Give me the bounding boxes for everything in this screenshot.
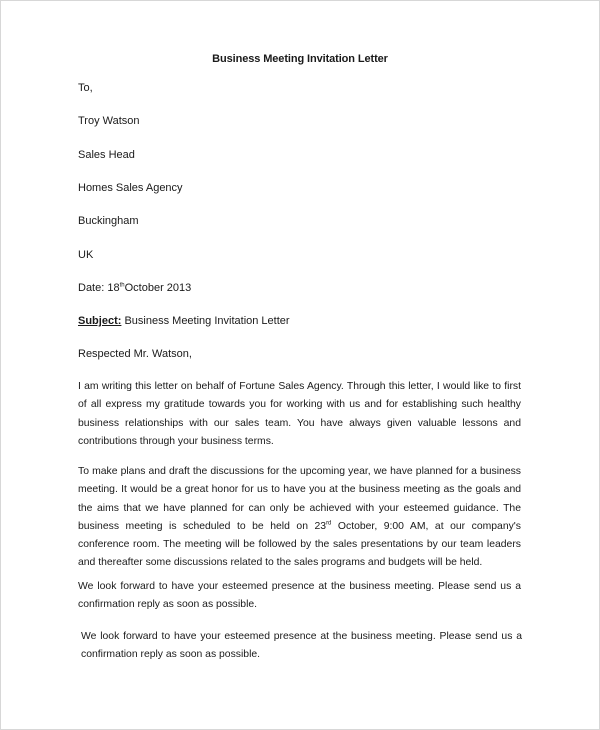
paragraph-2-ordinal: rd [326,520,332,527]
paragraph-1: I am writing this letter on behalf of Fortune Sales Agency. Through this letter, I would like to first of all express my gratitude towards you for working with us and for establishing such healthy business relationships with our sales team. You have always given valuable lessons and contributions through your business terms. [78,381,521,447]
to-label: To, [78,82,93,94]
date-ordinal: th [119,282,125,289]
paragraph-4: We look forward to have your esteemed presence at the business meeting. Please send us a confirmation reply as soon as possible. [81,631,522,661]
recipient-country: UK [78,249,94,261]
letter-title: Business Meeting Invitation Letter [212,53,388,65]
recipient-title: Sales Head [78,149,135,161]
recipient-city: Buckingham [78,215,139,227]
paragraph-2-part-2: October, 9:00 AM, at our company's conference room. The meeting will be followed by the sales presentations by our team leaders and thereafter some discussions related to the sales programs and budgets will be held. [78,520,521,569]
paragraph-3: We look forward to have your esteemed presence at the business meeting. Please send us a confirmation reply as soon as possible. [78,581,521,611]
paragraph-2 [78,463,521,573]
subject-label: Subject: [78,315,122,327]
letter-date [78,282,191,295]
recipient-company: Homes Sales Agency [78,182,183,194]
subject-text: Business Meeting Invitation Letter [121,315,290,327]
date-prefix: Date: 18 [78,282,120,294]
paragraph-2-part-1: To make plans and draft the discussions for the upcoming year, we have planned for a business meeting. It would be a great honor for us to have you at the business meeting as the goals and the aims that we have planned for can only be achieved with your esteemed guidance. The business meeting is scheduled to be held on 23 [78,466,521,532]
subject-line [78,315,290,328]
salutation: Respected Mr. Watson, [78,348,192,360]
recipient-name: Troy Watson [78,115,140,127]
date-rest: October 2013 [124,282,192,294]
